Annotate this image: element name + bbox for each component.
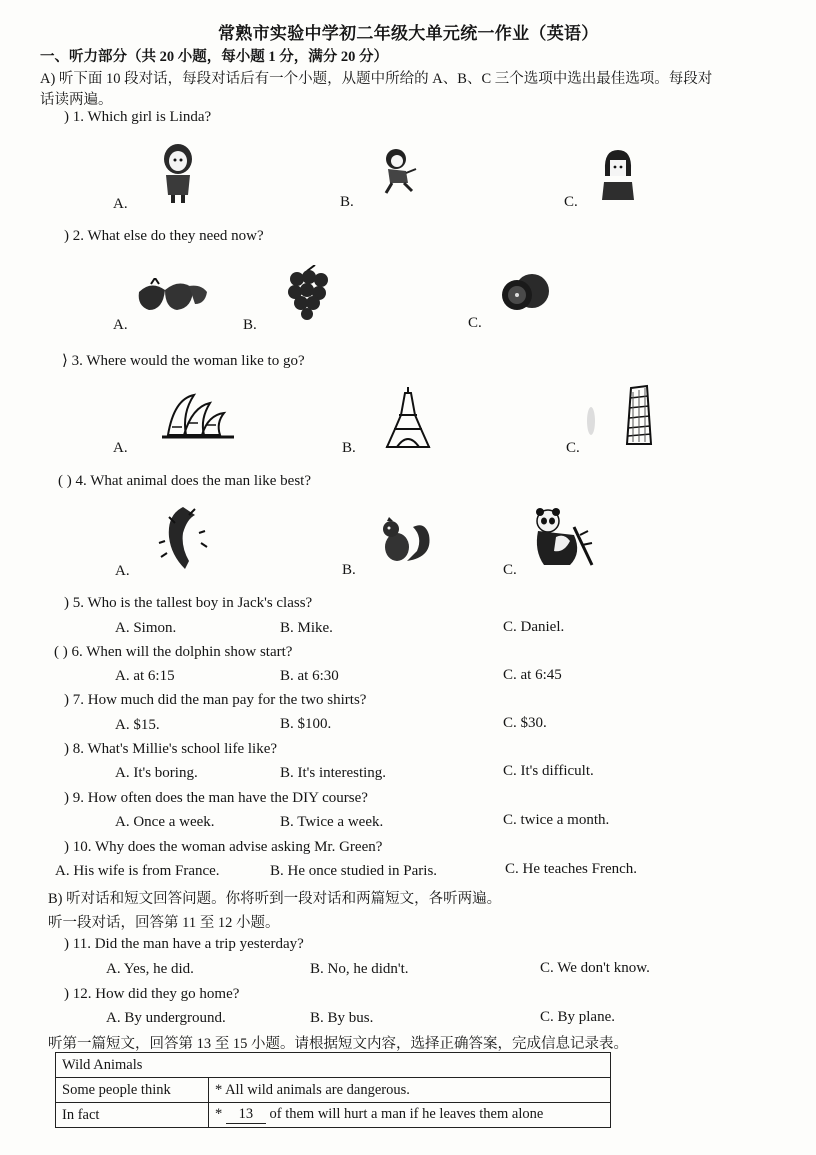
squirrel-image bbox=[377, 517, 433, 565]
part-a-instructions-1: A) 听下面 10 段对话，每段对话后有一个小题，从题中所给的 A、B、C 三个选项中选出最佳选项。每段对 bbox=[40, 71, 713, 87]
question-3 bbox=[62, 351, 305, 370]
leaning-tower-image bbox=[623, 384, 655, 446]
question-text: Where would the woman like to go? bbox=[86, 353, 305, 369]
row-content-text: of them will hurt a man if he leaves them alone bbox=[269, 1106, 544, 1122]
option-a[interactable]: A. It's boring. bbox=[115, 765, 198, 781]
bullet-star: * bbox=[215, 1106, 223, 1122]
page-title: 常熟市实验中学初二年级大单元统一作业（英语） bbox=[218, 24, 599, 43]
passage-instructions: 听第一篇短文，回答第 13 至 15 小题。请根据短文内容，选择正确答案，完成信息记录表。 bbox=[48, 1036, 628, 1052]
row-content: * All wild animals are dangerous. bbox=[209, 1078, 611, 1103]
option-a[interactable]: A. bbox=[115, 563, 130, 579]
girl-c-image bbox=[600, 148, 636, 200]
girl-a-image bbox=[160, 143, 196, 205]
option-c[interactable]: C. twice a month. bbox=[503, 812, 610, 828]
answer-bracket[interactable]: ) bbox=[64, 741, 69, 757]
option-c[interactable]: C. bbox=[468, 315, 482, 331]
option-c[interactable]: C. bbox=[564, 194, 578, 210]
eiffel-tower-image bbox=[383, 385, 433, 451]
answer-blank-13[interactable]: 13 bbox=[226, 1106, 266, 1124]
row-content-with-blank bbox=[209, 1103, 611, 1128]
section-heading: 一、听力部分（共 20 小题，每小题 1 分，满分 20 分） bbox=[40, 49, 388, 65]
option-b[interactable]: B. He once studied in Paris. bbox=[270, 863, 438, 879]
question-text: 11. Did the man have a trip yesterday? bbox=[72, 936, 304, 952]
option-c[interactable]: C. He teaches French. bbox=[505, 861, 638, 877]
row-label: Some people think bbox=[56, 1078, 209, 1103]
option-a[interactable]: A. His wife is from France. bbox=[55, 863, 220, 879]
grapes-image bbox=[285, 265, 331, 321]
option-b[interactable]: B. No, he didn't. bbox=[310, 961, 409, 977]
sydney-opera-house-image bbox=[160, 393, 236, 443]
answer-bracket[interactable]: ) bbox=[64, 986, 69, 1002]
question-text: 7. How much did the man pay for the two shirts? bbox=[72, 692, 367, 708]
question-7 bbox=[64, 692, 366, 709]
option-a[interactable]: A. at 6:15 bbox=[115, 668, 175, 684]
option-c[interactable]: C. at 6:45 bbox=[503, 667, 562, 683]
answer-bracket[interactable]: ( ) bbox=[58, 473, 72, 489]
option-b[interactable]: B. $100. bbox=[280, 716, 332, 732]
option-c[interactable]: C. Daniel. bbox=[503, 619, 565, 635]
option-c[interactable]: C. It's difficult. bbox=[503, 763, 594, 779]
question-11 bbox=[64, 936, 304, 953]
question-text: 10. Why does the woman advise asking Mr. Green? bbox=[72, 839, 383, 855]
option-b[interactable]: B. Twice a week. bbox=[280, 814, 384, 830]
question-8 bbox=[64, 741, 277, 758]
option-c[interactable]: C. By plane. bbox=[540, 1009, 615, 1025]
question-1 bbox=[64, 109, 211, 126]
question-4 bbox=[58, 473, 311, 490]
table-row bbox=[56, 1078, 611, 1103]
answer-bracket[interactable]: ) bbox=[64, 839, 69, 855]
table-header: Wild Animals bbox=[56, 1053, 611, 1078]
orange-image bbox=[500, 273, 552, 313]
answer-bracket[interactable]: ⟩ 3. bbox=[62, 353, 83, 369]
answer-bracket[interactable]: ) bbox=[64, 692, 69, 708]
answer-bracket[interactable]: ) bbox=[64, 109, 69, 125]
question-text: 1. Which girl is Linda? bbox=[72, 109, 212, 125]
option-a[interactable]: A. bbox=[113, 317, 128, 333]
option-c[interactable]: C. We don't know. bbox=[540, 960, 650, 976]
question-12 bbox=[64, 986, 239, 1003]
answer-bracket[interactable]: ) bbox=[64, 228, 69, 244]
question-2 bbox=[64, 228, 264, 245]
question-text: 4. What animal does the man like best? bbox=[75, 473, 311, 489]
option-a[interactable]: A. $15. bbox=[115, 717, 160, 733]
answer-bracket[interactable]: ) bbox=[64, 790, 69, 806]
option-a[interactable]: A. Yes, he did. bbox=[106, 961, 194, 977]
row-label: In fact bbox=[56, 1103, 209, 1128]
option-b[interactable]: B. at 6:30 bbox=[280, 668, 339, 684]
answer-bracket[interactable]: ) bbox=[64, 595, 69, 611]
option-a[interactable]: A. bbox=[113, 196, 128, 212]
question-9 bbox=[64, 790, 368, 807]
question-text: 9. How often does the man have the DIY course? bbox=[72, 790, 368, 806]
panda-image bbox=[530, 505, 596, 569]
question-10 bbox=[64, 839, 382, 856]
dialogue-instructions: 听一段对话，回答第 11 至 12 小题。 bbox=[48, 915, 280, 931]
option-a[interactable]: A. bbox=[113, 440, 128, 456]
part-b-instructions: B) 听对话和短文回答问题。你将听到一段对话和两篇短文，各听两遍。 bbox=[48, 891, 502, 907]
option-b[interactable]: B. bbox=[342, 440, 356, 456]
option-c[interactable]: C. bbox=[566, 440, 580, 456]
answer-bracket[interactable]: ) bbox=[64, 936, 69, 952]
question-6 bbox=[54, 644, 292, 661]
option-b[interactable]: B. By bus. bbox=[310, 1010, 374, 1026]
option-b[interactable]: B. bbox=[340, 194, 354, 210]
option-b[interactable]: B. bbox=[342, 562, 356, 578]
dolphin-image bbox=[155, 503, 211, 575]
table-row bbox=[56, 1103, 611, 1128]
girl-b-image bbox=[378, 147, 418, 197]
info-record-table bbox=[55, 1052, 611, 1128]
question-text: 5. Who is the tallest boy in Jack's class? bbox=[72, 595, 313, 611]
option-b[interactable]: B. Mike. bbox=[280, 620, 333, 636]
option-a[interactable]: A. Once a week. bbox=[115, 814, 215, 830]
smudge-mark bbox=[585, 403, 597, 439]
question-text: 12. How did they go home? bbox=[72, 986, 240, 1002]
question-text: 6. When will the dolphin show start? bbox=[71, 644, 293, 660]
question-text: 2. What else do they need now? bbox=[72, 228, 264, 244]
question-text: 8. What's Millie's school life like? bbox=[72, 741, 278, 757]
option-c[interactable]: C. $30. bbox=[503, 715, 547, 731]
part-a-instructions-2: 话读两遍。 bbox=[40, 92, 113, 108]
option-b[interactable]: B. It's interesting. bbox=[280, 765, 387, 781]
strawberries-image bbox=[135, 278, 209, 314]
option-c[interactable]: C. bbox=[503, 562, 517, 578]
answer-bracket[interactable]: ( ) bbox=[54, 644, 68, 660]
option-a[interactable]: A. By underground. bbox=[106, 1010, 226, 1026]
question-5 bbox=[64, 595, 312, 612]
option-b[interactable]: B. bbox=[243, 317, 257, 333]
option-a[interactable]: A. Simon. bbox=[115, 620, 177, 636]
